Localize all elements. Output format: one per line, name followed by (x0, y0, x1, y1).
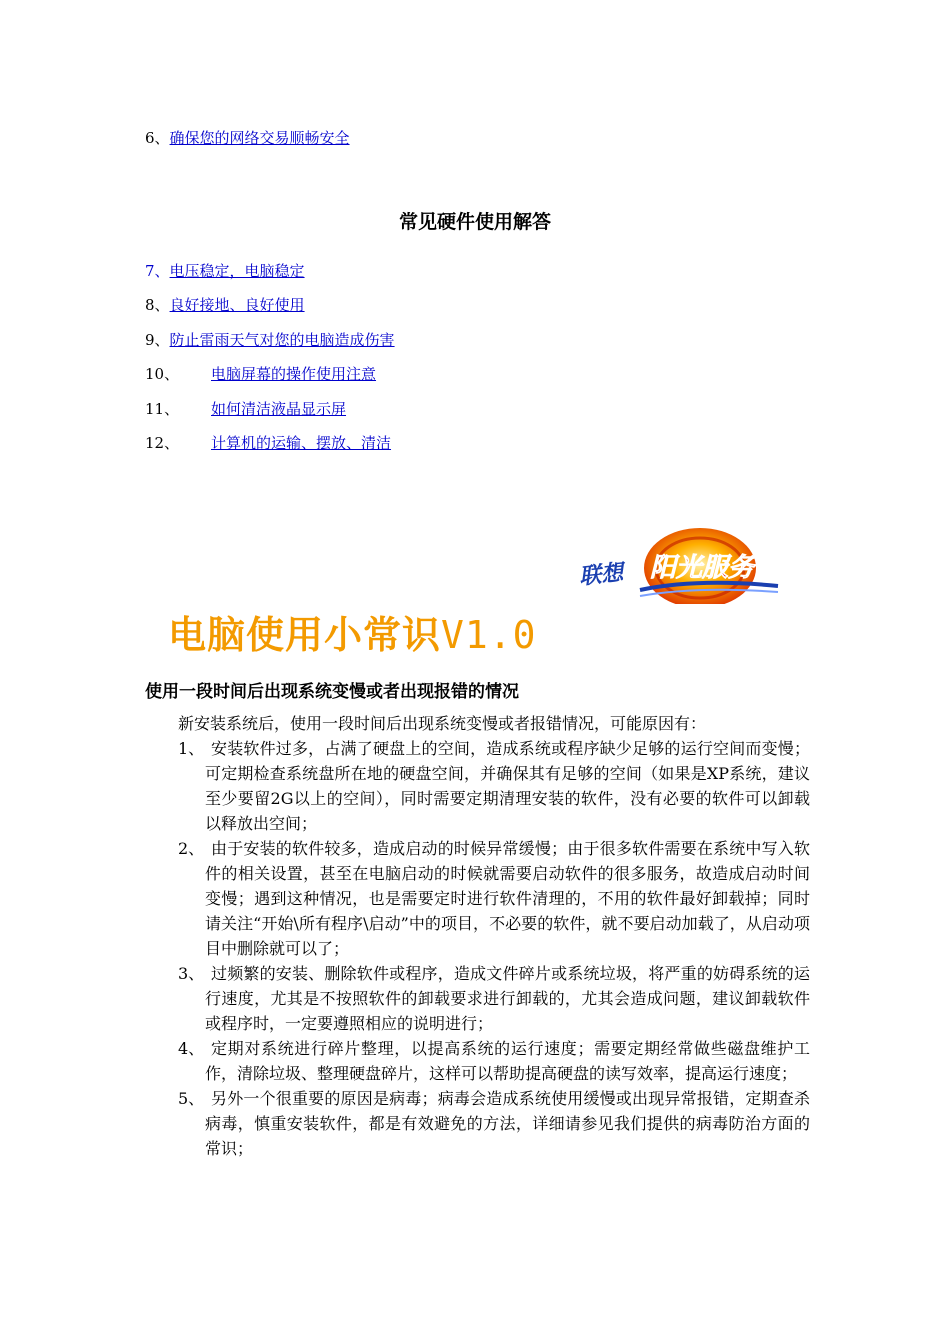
toc-number: 8、 (145, 296, 170, 314)
toc-link-thunderstorm[interactable]: 防止雷雨天气对您的电脑造成伤害 (169, 331, 395, 349)
list-item (145, 961, 810, 1036)
toc-number: 9、 (145, 331, 170, 349)
toc-item-9 (145, 330, 395, 350)
cause-list (145, 736, 810, 1161)
list-item (145, 1036, 810, 1086)
toc-number: 11、 (145, 400, 180, 418)
toc-item-10 (145, 364, 377, 384)
toc-item-6 (145, 128, 350, 148)
main-title (168, 604, 537, 659)
toc-item-11 (145, 399, 347, 419)
toc-link-voltage[interactable]: 电压稳定，电脑稳定 (169, 262, 305, 280)
toc-number: 6、 (145, 129, 170, 147)
list-number: 3、 (178, 964, 205, 983)
lenovo-sunshine-service-logo (578, 516, 788, 604)
toc-item-12 (145, 433, 392, 453)
list-text: 安装软件过多，占满了硬盘上的空间，造成系统或程序缺少足够的运行空间而变慢；可定期检查系统盘所在地的硬盘空间，并确保其有足够的空间（如果是XP系统，建议至少要留2G以上的空间），同时需要定期清理安装的软件，没有必要的软件可以卸载以释放出空间； (205, 739, 810, 833)
list-text: 过频繁的安装、删除软件或程序，造成文件碎片或系统垃圾，将严重的妨碍系统的运行速度，尤其是不按照软件的卸载要求进行卸载的，尤其会造成问题，建议卸载软件或程序时，一定要遵照相应的说明进行； (205, 964, 810, 1033)
list-text: 另外一个很重要的原因是病毒；病毒会造成系统使用缓慢或出现异常报错，定期查杀病毒，慎重安装软件，都是有效避免的方法，详细请参见我们提供的病毒防治方面的常识； (205, 1089, 810, 1158)
main-title-text: 电脑使用小常识 (168, 613, 442, 657)
toc-number: 7、 (145, 262, 170, 280)
list-item (145, 1086, 810, 1161)
toc-link-lcd-cleaning[interactable]: 如何清洁液晶显示屏 (211, 400, 347, 418)
main-title-version: V1.0 (441, 613, 537, 657)
toc-item-8 (145, 295, 305, 315)
list-number: 1、 (178, 739, 205, 758)
logo-text-sunshine: 阳光服务 (650, 553, 755, 583)
toc-number: 10、 (145, 365, 180, 383)
toc-link-grounding[interactable]: 良好接地、良好使用 (169, 296, 305, 314)
logo-text-lenovo: 联想 (578, 560, 625, 590)
list-number: 2、 (178, 839, 205, 858)
article-heading: 使用一段时间后出现系统变慢或者出现报错的情况 (145, 682, 519, 702)
section-title: 常见硬件使用解答 (398, 211, 551, 233)
toc-link-transport[interactable]: 计算机的运输、摆放、清洁 (211, 434, 392, 452)
list-item (145, 836, 810, 961)
list-number: 4、 (178, 1039, 205, 1058)
toc-item-7 (145, 261, 305, 281)
toc-number: 12、 (145, 434, 180, 452)
intro-paragraph: 新安装系统后，使用一段时间后出现系统变慢或者报错情况，可能原因有： (178, 714, 707, 733)
list-text: 定期对系统进行碎片整理，以提高系统的运行速度；需要定期经常做些磁盘维护工作，清除垃圾、整理硬盘碎片，这样可以帮助提高硬盘的读写效率，提高运行速度； (205, 1039, 810, 1083)
toc-link-network-security[interactable]: 确保您的网络交易顺畅安全 (169, 129, 350, 147)
list-text: 由于安装的软件较多，造成启动的时候异常缓慢；由于很多软件需要在系统中写入软件的相关设置，甚至在电脑启动的时候就需要启动软件的很多服务，故造成启动时间变慢；遇到这种情况，也是需要定时进行软件清理的，不用的软件最好卸载掉；同时请关注“开始\所有程序\启动”中的项目，不必要的软件，就不要启动加载了，从启动项目中删除就可以了； (205, 839, 810, 958)
list-number: 5、 (178, 1089, 205, 1108)
toc-link-screen-usage[interactable]: 电脑屏幕的操作使用注意 (211, 365, 377, 383)
list-item (145, 736, 810, 836)
